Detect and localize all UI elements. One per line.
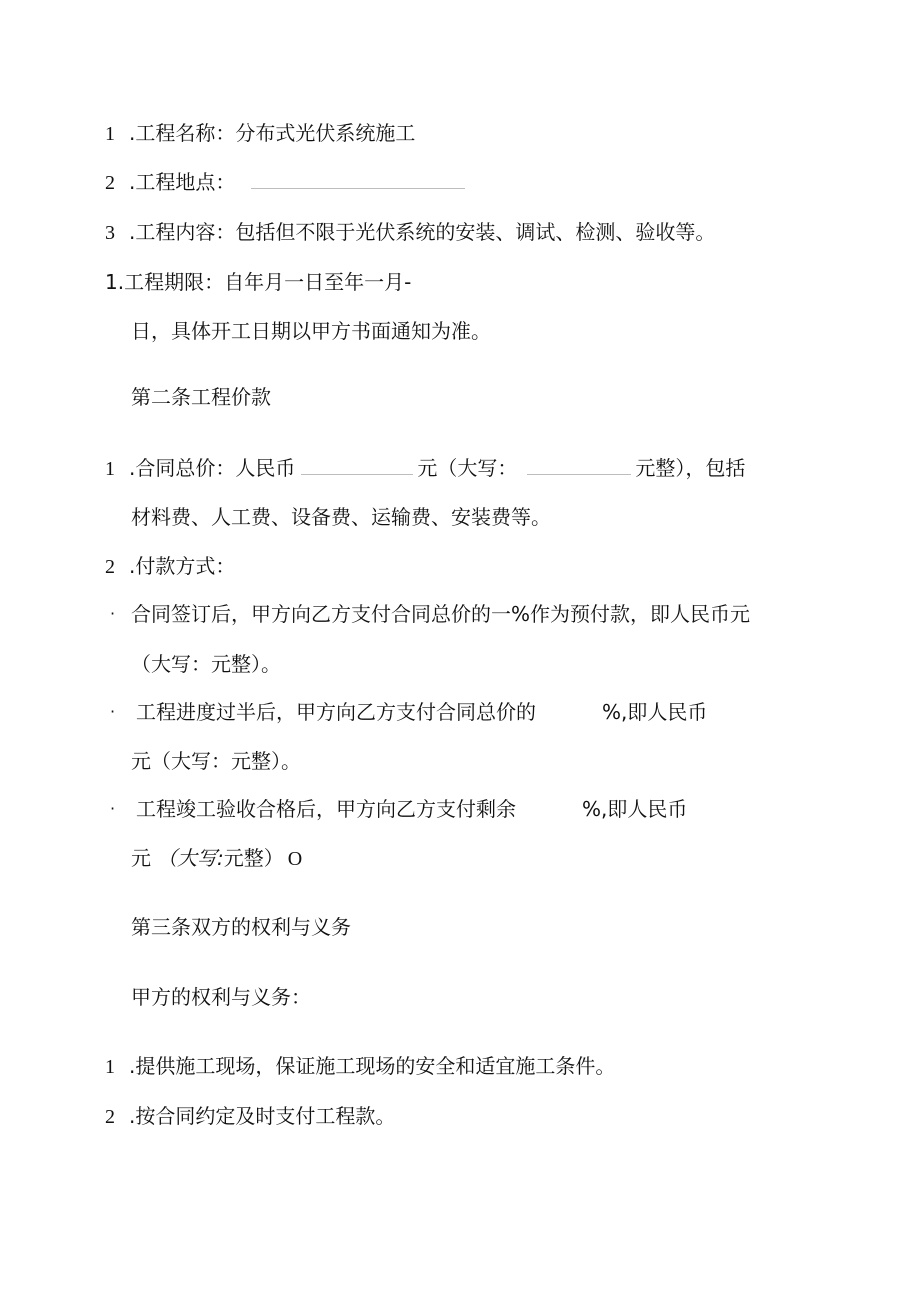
contract-price-mid: 元（大写： xyxy=(417,456,518,480)
party-a-item-1 xyxy=(105,1053,615,1079)
price-uppercase-blank[interactable] xyxy=(527,458,631,475)
section-heading-text: 第二条工程价款 xyxy=(131,385,271,409)
payment-bullet-1-cont xyxy=(131,651,281,677)
payment-bullet-3-cont-mid: 元整） xyxy=(223,846,284,870)
payment-method-line xyxy=(105,553,235,579)
item-number: 1 xyxy=(105,123,115,145)
party-a-subheading-text: 甲方的权利与义务： xyxy=(131,985,311,1009)
contract-price-cont-text: 材料费、人工费、设备费、运输费、安装费等。 xyxy=(131,505,551,529)
item-number: 1 xyxy=(105,458,115,480)
payment-bullet-2 xyxy=(136,699,707,725)
price-amount-blank[interactable] xyxy=(301,458,413,475)
payment-method-text: .付款方式： xyxy=(129,554,236,578)
project-location-blank[interactable] xyxy=(251,172,465,189)
party-a-item-1-text: .提供施工现场，保证施工现场的安全和适宜施工条件。 xyxy=(129,1054,616,1078)
payment-bullet-1-cont-text: （大写：元整）。 xyxy=(131,652,281,676)
project-period-line xyxy=(105,269,411,295)
party-a-item-2 xyxy=(105,1103,395,1129)
payment-bullet-2-pre: 工程进度过半后，甲方向乙方支付合同总价的 xyxy=(136,700,536,724)
project-location-line xyxy=(105,169,465,195)
project-name-line xyxy=(105,120,415,146)
payment-bullet-1-text: 合同签订后，甲方向乙方支付合同总价的一%作为预付款，即人民币元 xyxy=(131,602,751,626)
project-name-text: .工程名称：分布式光伏系统施工 xyxy=(129,121,416,145)
item-number: 3 xyxy=(105,222,115,244)
bullet-dot: · xyxy=(110,702,116,721)
payment-bullet-2-post: %,即人民币 xyxy=(602,700,708,724)
contract-price-line xyxy=(105,455,745,481)
payment-bullet-3-cont-pre: 元 xyxy=(131,846,151,870)
project-period-cont-text: 日，具体开工日期以甲方书面通知为准。 xyxy=(131,319,491,343)
project-content-line xyxy=(105,219,715,245)
payment-bullet-3-post: %,即人民币 xyxy=(582,797,688,821)
project-content-text: .工程内容：包括但不限于光伏系统的安装、调试、检测、验收等。 xyxy=(129,220,716,244)
payment-bullet-3 xyxy=(136,796,687,822)
item-number: 2 xyxy=(105,556,115,578)
item-number: 2 xyxy=(105,1106,115,1128)
payment-bullet-2-cont-text: 元（大写：元整）。 xyxy=(131,749,301,773)
section-heading-price xyxy=(131,384,271,410)
bullet-dot: · xyxy=(110,799,116,818)
contract-price-pre: .合同总价：人民币 xyxy=(129,456,296,480)
payment-bullet-3-pre: 工程竣工验收合格后，甲方向乙方支付剩余 xyxy=(136,797,516,821)
party-a-item-2-text: .按合同约定及时支付工程款。 xyxy=(129,1104,396,1128)
section-heading-text: 第三条双方的权利与义务 xyxy=(131,915,351,939)
payment-bullet-3-cont-ital: （大写: xyxy=(157,846,224,870)
item-number: 1 xyxy=(105,1056,115,1078)
payment-bullet-3-cont-end: O xyxy=(287,848,303,870)
project-period-text: 1.工程期限：自年月一日至年一月- xyxy=(105,270,412,294)
payment-bullet-3-cont xyxy=(131,845,302,871)
party-a-subheading xyxy=(131,984,311,1010)
contract-price-cont xyxy=(131,504,551,530)
payment-bullet-1 xyxy=(131,601,750,627)
project-location-label: .工程地点： xyxy=(129,170,236,194)
payment-bullet-2-cont xyxy=(131,748,301,774)
bullet-dot: · xyxy=(110,604,116,623)
section-heading-rights xyxy=(131,914,351,940)
contract-price-post: 元整），包括 xyxy=(635,456,746,480)
project-period-cont xyxy=(131,318,491,344)
item-number: 2 xyxy=(105,172,115,194)
